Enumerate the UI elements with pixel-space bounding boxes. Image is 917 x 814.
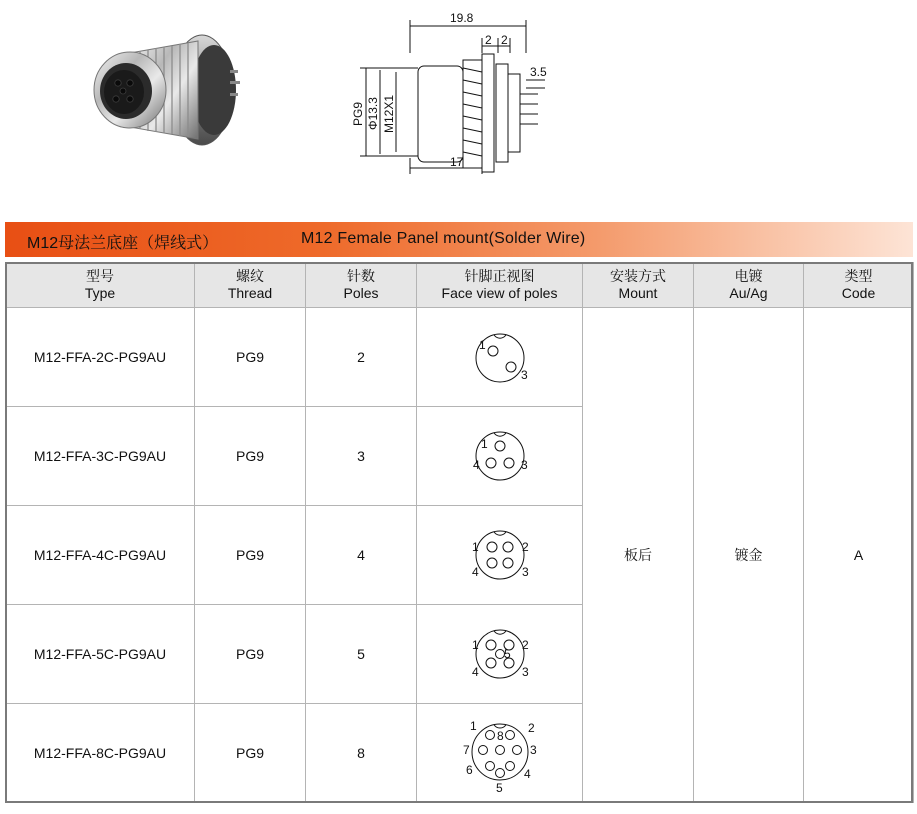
dim-thread-label: PG9 <box>351 101 365 126</box>
pole-label: 1 <box>471 540 479 554</box>
thread-cell: PG9 <box>195 704 306 803</box>
type-cell: M12-FFA-3C-PG9AU <box>6 407 195 506</box>
type-cell: M12-FFA-4C-PG9AU <box>6 506 195 605</box>
dim-flange-a-label: 2 <box>485 33 492 47</box>
pole-label: 2 <box>521 638 529 652</box>
face-view-8-pole <box>450 710 550 796</box>
spec-table <box>5 262 914 803</box>
thread-cell: PG9 <box>195 506 306 605</box>
pole-label: 5 <box>495 781 503 795</box>
pole-label: 3 <box>521 565 529 579</box>
pole-label: 3 <box>520 458 528 472</box>
thread-cell: PG9 <box>195 407 306 506</box>
mount-cell: 板后 <box>583 308 694 803</box>
face-view-2-pole <box>455 324 545 390</box>
pole-label: 4 <box>471 665 479 679</box>
pole-label: 1 <box>471 638 479 652</box>
face-view-3-pole <box>455 423 545 489</box>
dim-pin-label: 3.5 <box>530 65 547 79</box>
pole-label: 3 <box>520 368 528 382</box>
pole-label: 1 <box>478 338 486 352</box>
face-view-4-pole <box>455 522 545 588</box>
poles-cell: 4 <box>306 506 417 605</box>
pole-label: 3 <box>521 665 529 679</box>
pole-label: 6 <box>465 763 473 777</box>
header-title-cn: M12母法兰底座（焊线式） <box>27 235 219 252</box>
pole-label: 4 <box>523 767 531 781</box>
column-header-poles: 针数 Poles <box>306 263 417 308</box>
face-view-cell <box>417 308 583 407</box>
poles-cell: 8 <box>306 704 417 803</box>
pole-label: 8 <box>496 729 504 743</box>
face-view-5-pole <box>455 621 545 687</box>
face-view-cell <box>417 407 583 506</box>
dim-m12-label: M12X1 <box>382 94 396 133</box>
thread-cell: PG9 <box>195 308 306 407</box>
type-cell: M12-FFA-5C-PG9AU <box>6 605 195 704</box>
pole-label: 5 <box>503 647 511 661</box>
column-header-type: 型号 Type <box>6 263 195 308</box>
code-cell: A <box>804 308 914 803</box>
face-view-cell <box>417 506 583 605</box>
dimension-drawing <box>340 8 570 178</box>
pole-label: 2 <box>527 721 535 735</box>
product-photo <box>80 15 260 165</box>
dim-diameter-label: Φ13.3 <box>366 97 380 130</box>
dim-flange-b-label: 2 <box>501 33 508 47</box>
dim-body-label: 17 <box>450 155 464 169</box>
type-cell: M12-FFA-8C-PG9AU <box>6 704 195 803</box>
column-header-mount: 安装方式 Mount <box>583 263 694 308</box>
section-header <box>5 222 913 257</box>
column-header-plating: 电镀 Au/Ag <box>694 263 804 308</box>
poles-cell: 3 <box>306 407 417 506</box>
dim-overall-label: 19.8 <box>450 11 474 25</box>
face-view-cell <box>417 605 583 704</box>
table-header-row <box>6 263 914 308</box>
pole-label: 1 <box>469 719 477 733</box>
thread-cell: PG9 <box>195 605 306 704</box>
column-header-thread: 螺纹 Thread <box>195 263 306 308</box>
poles-cell: 5 <box>306 605 417 704</box>
column-header-code: 类型 Code <box>804 263 914 308</box>
poles-cell: 2 <box>306 308 417 407</box>
face-view-cell <box>417 704 583 803</box>
pole-label: 2 <box>521 540 529 554</box>
pole-label: 3 <box>529 743 537 757</box>
header-title-en: M12 Female Panel mount(Solder Wire) <box>301 230 586 247</box>
pole-label: 4 <box>472 458 480 472</box>
plating-cell: 镀金 <box>694 308 804 803</box>
column-header-face-view: 针脚正视图 Face view of poles <box>417 263 583 308</box>
table-row <box>6 308 914 407</box>
pole-label: 4 <box>471 565 479 579</box>
type-cell: M12-FFA-2C-PG9AU <box>6 308 195 407</box>
pole-label: 7 <box>462 743 470 757</box>
pole-label: 1 <box>480 437 488 451</box>
